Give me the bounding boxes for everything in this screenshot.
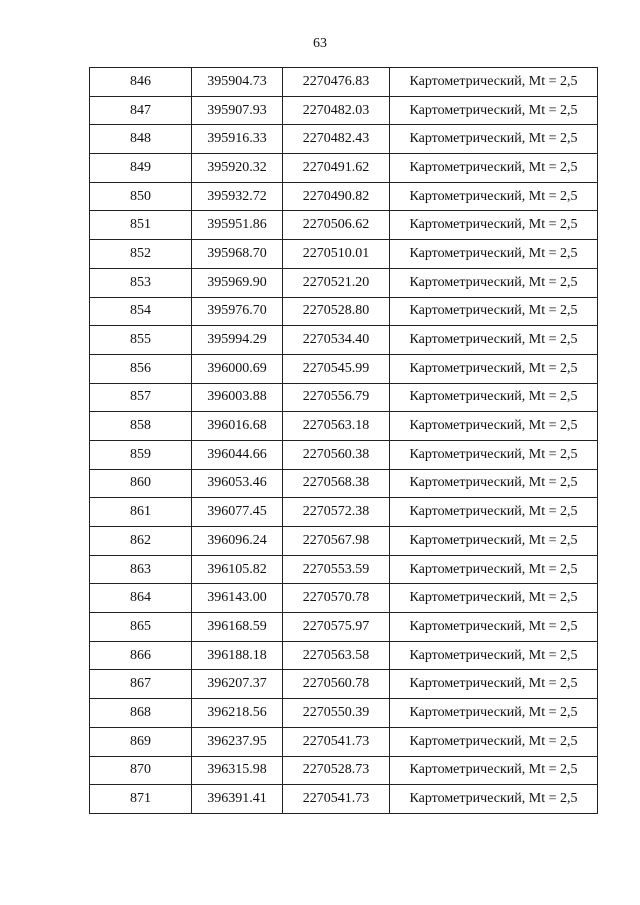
x-coordinate-cell: 396096.24 [192,527,283,556]
point-number-cell: 849 [90,154,192,183]
method-cell: Картометрический, Mt = 2,5 [390,297,598,326]
y-coordinate-cell: 2270563.58 [283,641,390,670]
y-coordinate-cell: 2270556.79 [283,383,390,412]
x-coordinate-cell: 395994.29 [192,326,283,355]
table-row [90,527,598,556]
point-number-cell: 866 [90,641,192,670]
y-coordinate-cell: 2270568.38 [283,469,390,498]
point-number-cell: 855 [90,326,192,355]
method-cell: Картометрический, Mt = 2,5 [390,613,598,642]
x-coordinate-cell: 395916.33 [192,125,283,154]
y-coordinate-cell: 2270560.38 [283,440,390,469]
point-number-cell: 857 [90,383,192,412]
method-cell: Картометрический, Mt = 2,5 [390,727,598,756]
table-row [90,699,598,728]
point-number-cell: 854 [90,297,192,326]
x-coordinate-cell: 395904.73 [192,68,283,97]
y-coordinate-cell: 2270553.59 [283,555,390,584]
method-cell: Картометрический, Mt = 2,5 [390,211,598,240]
point-number-cell: 864 [90,584,192,613]
point-number-cell: 859 [90,440,192,469]
table-row [90,498,598,527]
x-coordinate-cell: 396105.82 [192,555,283,584]
table-row [90,785,598,814]
table-row [90,555,598,584]
table-row [90,469,598,498]
y-coordinate-cell: 2270476.83 [283,68,390,97]
method-cell: Картометрический, Mt = 2,5 [390,125,598,154]
point-number-cell: 856 [90,354,192,383]
y-coordinate-cell: 2270491.62 [283,154,390,183]
x-coordinate-cell: 396237.95 [192,727,283,756]
method-cell: Картометрический, Mt = 2,5 [390,584,598,613]
y-coordinate-cell: 2270550.39 [283,699,390,728]
x-coordinate-cell: 395907.93 [192,96,283,125]
method-cell: Картометрический, Mt = 2,5 [390,670,598,699]
table-row [90,326,598,355]
point-number-cell: 871 [90,785,192,814]
point-number-cell: 861 [90,498,192,527]
point-number-cell: 850 [90,182,192,211]
y-coordinate-cell: 2270575.97 [283,613,390,642]
method-cell: Картометрический, Mt = 2,5 [390,555,598,584]
x-coordinate-cell: 396168.59 [192,613,283,642]
point-number-cell: 868 [90,699,192,728]
method-cell: Картометрический, Mt = 2,5 [390,412,598,441]
method-cell: Картометрический, Mt = 2,5 [390,699,598,728]
table-row [90,297,598,326]
x-coordinate-cell: 396016.68 [192,412,283,441]
y-coordinate-cell: 2270572.38 [283,498,390,527]
table-row [90,154,598,183]
y-coordinate-cell: 2270534.40 [283,326,390,355]
method-cell: Картометрический, Mt = 2,5 [390,785,598,814]
table-row [90,68,598,97]
point-number-cell: 863 [90,555,192,584]
method-cell: Картометрический, Mt = 2,5 [390,527,598,556]
method-cell: Картометрический, Mt = 2,5 [390,756,598,785]
x-coordinate-cell: 396044.66 [192,440,283,469]
y-coordinate-cell: 2270567.98 [283,527,390,556]
table-row [90,182,598,211]
x-coordinate-cell: 396315.98 [192,756,283,785]
table-row [90,756,598,785]
table-row [90,641,598,670]
x-coordinate-cell: 396218.56 [192,699,283,728]
y-coordinate-cell: 2270563.18 [283,412,390,441]
coordinates-table-body [90,68,598,814]
point-number-cell: 848 [90,125,192,154]
y-coordinate-cell: 2270570.78 [283,584,390,613]
y-coordinate-cell: 2270521.20 [283,268,390,297]
x-coordinate-cell: 396391.41 [192,785,283,814]
method-cell: Картометрический, Mt = 2,5 [390,154,598,183]
point-number-cell: 846 [90,68,192,97]
y-coordinate-cell: 2270528.73 [283,756,390,785]
x-coordinate-cell: 395920.32 [192,154,283,183]
point-number-cell: 851 [90,211,192,240]
point-number-cell: 862 [90,527,192,556]
table-row [90,354,598,383]
point-number-cell: 852 [90,240,192,269]
table-row [90,125,598,154]
point-number-cell: 858 [90,412,192,441]
page-number: 63 [313,36,327,51]
table-row [90,584,598,613]
table-row [90,613,598,642]
y-coordinate-cell: 2270510.01 [283,240,390,269]
coordinates-table [89,67,598,814]
table-row [90,240,598,269]
x-coordinate-cell: 396188.18 [192,641,283,670]
method-cell: Картометрический, Mt = 2,5 [390,354,598,383]
table-row [90,211,598,240]
y-coordinate-cell: 2270545.99 [283,354,390,383]
x-coordinate-cell: 396000.69 [192,354,283,383]
table-row [90,412,598,441]
y-coordinate-cell: 2270482.03 [283,96,390,125]
point-number-cell: 860 [90,469,192,498]
method-cell: Картометрический, Mt = 2,5 [390,96,598,125]
x-coordinate-cell: 395969.90 [192,268,283,297]
method-cell: Картометрический, Mt = 2,5 [390,326,598,355]
x-coordinate-cell: 396003.88 [192,383,283,412]
table-row [90,268,598,297]
table-row [90,96,598,125]
y-coordinate-cell: 2270541.73 [283,785,390,814]
x-coordinate-cell: 395976.70 [192,297,283,326]
table-row [90,727,598,756]
method-cell: Картометрический, Mt = 2,5 [390,469,598,498]
table-row [90,383,598,412]
method-cell: Картометрический, Mt = 2,5 [390,498,598,527]
y-coordinate-cell: 2270528.80 [283,297,390,326]
y-coordinate-cell: 2270490.82 [283,182,390,211]
x-coordinate-cell: 396143.00 [192,584,283,613]
x-coordinate-cell: 396207.37 [192,670,283,699]
x-coordinate-cell: 396077.45 [192,498,283,527]
y-coordinate-cell: 2270482.43 [283,125,390,154]
x-coordinate-cell: 396053.46 [192,469,283,498]
point-number-cell: 870 [90,756,192,785]
method-cell: Картометрический, Mt = 2,5 [390,383,598,412]
x-coordinate-cell: 395968.70 [192,240,283,269]
point-number-cell: 853 [90,268,192,297]
method-cell: Картометрический, Mt = 2,5 [390,268,598,297]
point-number-cell: 867 [90,670,192,699]
method-cell: Картометрический, Mt = 2,5 [390,641,598,670]
table-row [90,670,598,699]
x-coordinate-cell: 395932.72 [192,182,283,211]
method-cell: Картометрический, Mt = 2,5 [390,240,598,269]
point-number-cell: 865 [90,613,192,642]
table-row [90,440,598,469]
point-number-cell: 847 [90,96,192,125]
y-coordinate-cell: 2270506.62 [283,211,390,240]
method-cell: Картометрический, Mt = 2,5 [390,182,598,211]
y-coordinate-cell: 2270560.78 [283,670,390,699]
point-number-cell: 869 [90,727,192,756]
x-coordinate-cell: 395951.86 [192,211,283,240]
y-coordinate-cell: 2270541.73 [283,727,390,756]
method-cell: Картометрический, Mt = 2,5 [390,68,598,97]
method-cell: Картометрический, Mt = 2,5 [390,440,598,469]
